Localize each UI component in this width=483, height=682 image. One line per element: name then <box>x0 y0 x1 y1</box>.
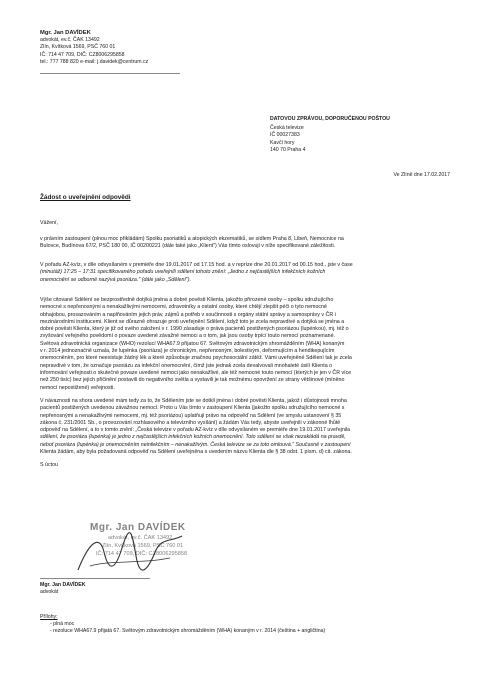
attachments-label: Přílohy: <box>40 614 58 620</box>
text-line: v r. 2014 jednoznačně uznala, že lupénka (psoriáza) je chronickým, nepřenosným, bolestivým, deformujícím a hendikepujícím <box>40 348 335 355</box>
signatory-name: Mgr. Jan DAVÍDEK <box>40 582 86 588</box>
text-line: onemocnění se odborně nazývá psoriáza." (dále jako „Sdělení"). <box>40 276 191 283</box>
recipient-line: Česká televize <box>270 125 304 132</box>
signature-rule <box>40 578 150 579</box>
text-line: v právním zastoupení (plnou moc přikládám) Spolku psoriatiků a atopických ekzematiků, se sídlem Praha 8, Libeň, Nemocnice na <box>40 236 344 242</box>
recipient-line: 140 70 Praha 4 <box>270 146 306 153</box>
text-line: onemocněním, pro které neexistuje žádný lék a které způsobuje značnou psychosociální zátěž. Vámi uveřejněné Sdělení tak je zcela <box>40 355 352 362</box>
sender-name: Mgr. Jan DAVÍDEK <box>40 30 91 36</box>
text-line: mezinárodními institucemi. Klient se důrazně ohrazuje proti uveřejnění Sdělení, když toto je zcela nepravdivé a dotýká se jména a <box>40 318 345 325</box>
text-line: zákona č. 231/2001 Sb., o provozování rozhlasového a televizního vysílání) a žádám Vás tedy, abyste uveřejnili v zákonné lhůtě <box>40 419 341 426</box>
sender-line: Zlín, Kvítková 1569, PSČ 760 01 <box>40 44 116 51</box>
stamp-line: IČ: 714 47 709, DIČ: CZ8006295858 <box>96 551 188 557</box>
sender-line: advokát, ev.č. ČAK 13492 <box>40 37 100 44</box>
letter-subject: Žádost o uveřejnění odpovědi <box>40 194 131 201</box>
text-line: dobré pověsti Klienta, který je již od svého založení v r. 1990 zásaduje o práva pacientů postižených psoriázou (lupénkou), mj. též o <box>40 326 349 333</box>
paragraph-objection <box>40 297 445 392</box>
salutation: Vážení, <box>40 220 58 226</box>
stamp-line: advokát, ev.č. ČAK 13492 <box>108 535 173 541</box>
text-line: obhajobou, prosazováním a naplňováním jejich práv, zájmů a potřeb v součinnosti s orgány státní správy a samosprávy v ČR i <box>40 311 336 318</box>
text-line: neboť psoriáza (lupénka) je onemocněním neinfekčním – nenakažlivým. Česká televize se za toto omlouvá." Současně v zastoupení <box>40 441 351 448</box>
text-line: sdělení, že psoriáza (lupénka) je jedno z nejčastějších infekčních kožních onemocnění. Toto sdělení se však nezakládá na pravdě, <box>40 434 346 441</box>
text-line: pacientů postižených uvedenou závažnou nemocí. Proto u Vás tímto v zastoupení Klienta (jakožto spolku sdružujícího nemocné s <box>40 405 345 412</box>
letter-date: Ve Zlíně dne 17.02.2017 <box>393 172 450 178</box>
text-line: V návaznosti na shora uvedené mám tedy za to, že Sdělením jste se dotkli jména i dobré pověsti Klienta, jakož i důstojnosti mnoha <box>40 398 347 404</box>
text-line: nemocné s nepřenosnými a nenakažlivými nemocemi, zdravotníky a ostatní osoby, které chtějí zlepšit péči o tyto nemocné <box>40 304 327 311</box>
sender-line: tel.: 777 788 820 e-mail: j.davidek@centrum.cz <box>40 58 149 65</box>
header-rule <box>40 73 180 74</box>
attachment-item: - plná moc <box>50 621 75 628</box>
text-line: Bulovce, Budínova 67/2, PSČ 180 00, IČ 00200221 (dále také jako „Klient") Vás tímto oslovuji v níže specifikované záležitosti. <box>40 243 336 250</box>
attachments-block <box>40 614 460 636</box>
text-line: informování veřejnosti o skutečné povaze uvedené nemoci jako nenakažlivé, ale též nemocné touto nemocí (kterých je jen v ČR více <box>40 369 352 376</box>
text-line: (minutáž) 17:25 – 17:31 specifikovaného pořadu uveřejnili sdělení tohoto znění: „Jedno z nejčastějších infekčních kožních <box>40 269 326 276</box>
text-line: nemocí nepostižené) veřejnosti. <box>40 384 115 391</box>
sender-block <box>40 30 260 66</box>
text-line: V pořadu AZ-kvíz, v díle odvysílaném v premiéře dne 19.01.2017 od 17.15 hod. a v reprízе dne 20.01.2017 od 00.15 hod., jste v čase <box>40 262 353 268</box>
stamp-line: Zlín, Kvítková 1569, PSČ 760 01 <box>102 543 184 549</box>
handwritten-signature <box>70 530 190 580</box>
text-line: odpověď na Sdělení, a to v tomto znění: „Česká televize v pořadu AZ-kvíz v díle odvysílaném ve premiéře dne 19.01.2017 uveřejnila <box>40 427 351 434</box>
recipient-block <box>270 116 470 154</box>
text-line: nepravdivé v tom, že označuje psoriázu za infekční onemocnění, čímž jste jednak zcela devalvovali mnohaleté úsilí Klienta o <box>40 362 333 369</box>
sender-line: IČ: 714 47 709, DIČ: CZ8006295858 <box>40 51 125 58</box>
signatory-role: advokát <box>40 589 59 596</box>
text-line: zvyšování veřejného povědomí o povaze uvedené závažné nemoci a o tom, jak jsou osoby trpící touto nemocí poznamenané. <box>40 333 336 340</box>
paragraph-request <box>40 398 445 456</box>
recipient-line: Kavčí hory <box>270 139 295 146</box>
text-line: Klienta žádám, aby byla požadovaná odpověď na Sdělení uveřejněna s uvedením názvu Klienta dle § 38 odst. 1 písm. d) cit. zákona. <box>40 449 352 456</box>
text-line: Výše citované Sdělení se bezprostředně dotýká jména a dobré pověsti Klienta, jakožto přirozené osoby – spolku sdružujícího <box>40 297 334 303</box>
text-line: než 250 tisíc) bez jejich přičinění postavili do negativního světla a vystavili je tak možnému opovržení ze strany většinové (míněno <box>40 377 345 384</box>
text-line: Světová zdravotnická organizace (WHO) rezolucí WHA67.9 přijatou 67. Světovým zdravotnickým shromážděním (WHA) konaným <box>40 340 345 347</box>
signatory-block <box>40 582 85 596</box>
recipient-line: IČ 00027383 <box>270 132 300 139</box>
paragraph-broadcast <box>40 262 445 284</box>
text-line: nepřenosnými a nenakažlivými nemocemi, mj. též psoriázou) uplatňuji právo na odpověď na Sdělení (ve smyslu ustanovení § 35 <box>40 412 342 419</box>
stamp-name: Mgr. Jan DAVÍDEK <box>90 522 186 533</box>
paragraph-representation <box>40 236 445 251</box>
delivery-method: DATOVOU ZPRÁVOU, DOPORUČENOU POŠTOU <box>270 116 390 122</box>
attachment-item: - rezoluce WHA67.9 přijatá 67. Světovým zdravotnickým shromážděním (WHA) konaným v r. 2014 (čeština + angličtina) <box>50 628 326 635</box>
closing: S úctou <box>40 462 58 468</box>
